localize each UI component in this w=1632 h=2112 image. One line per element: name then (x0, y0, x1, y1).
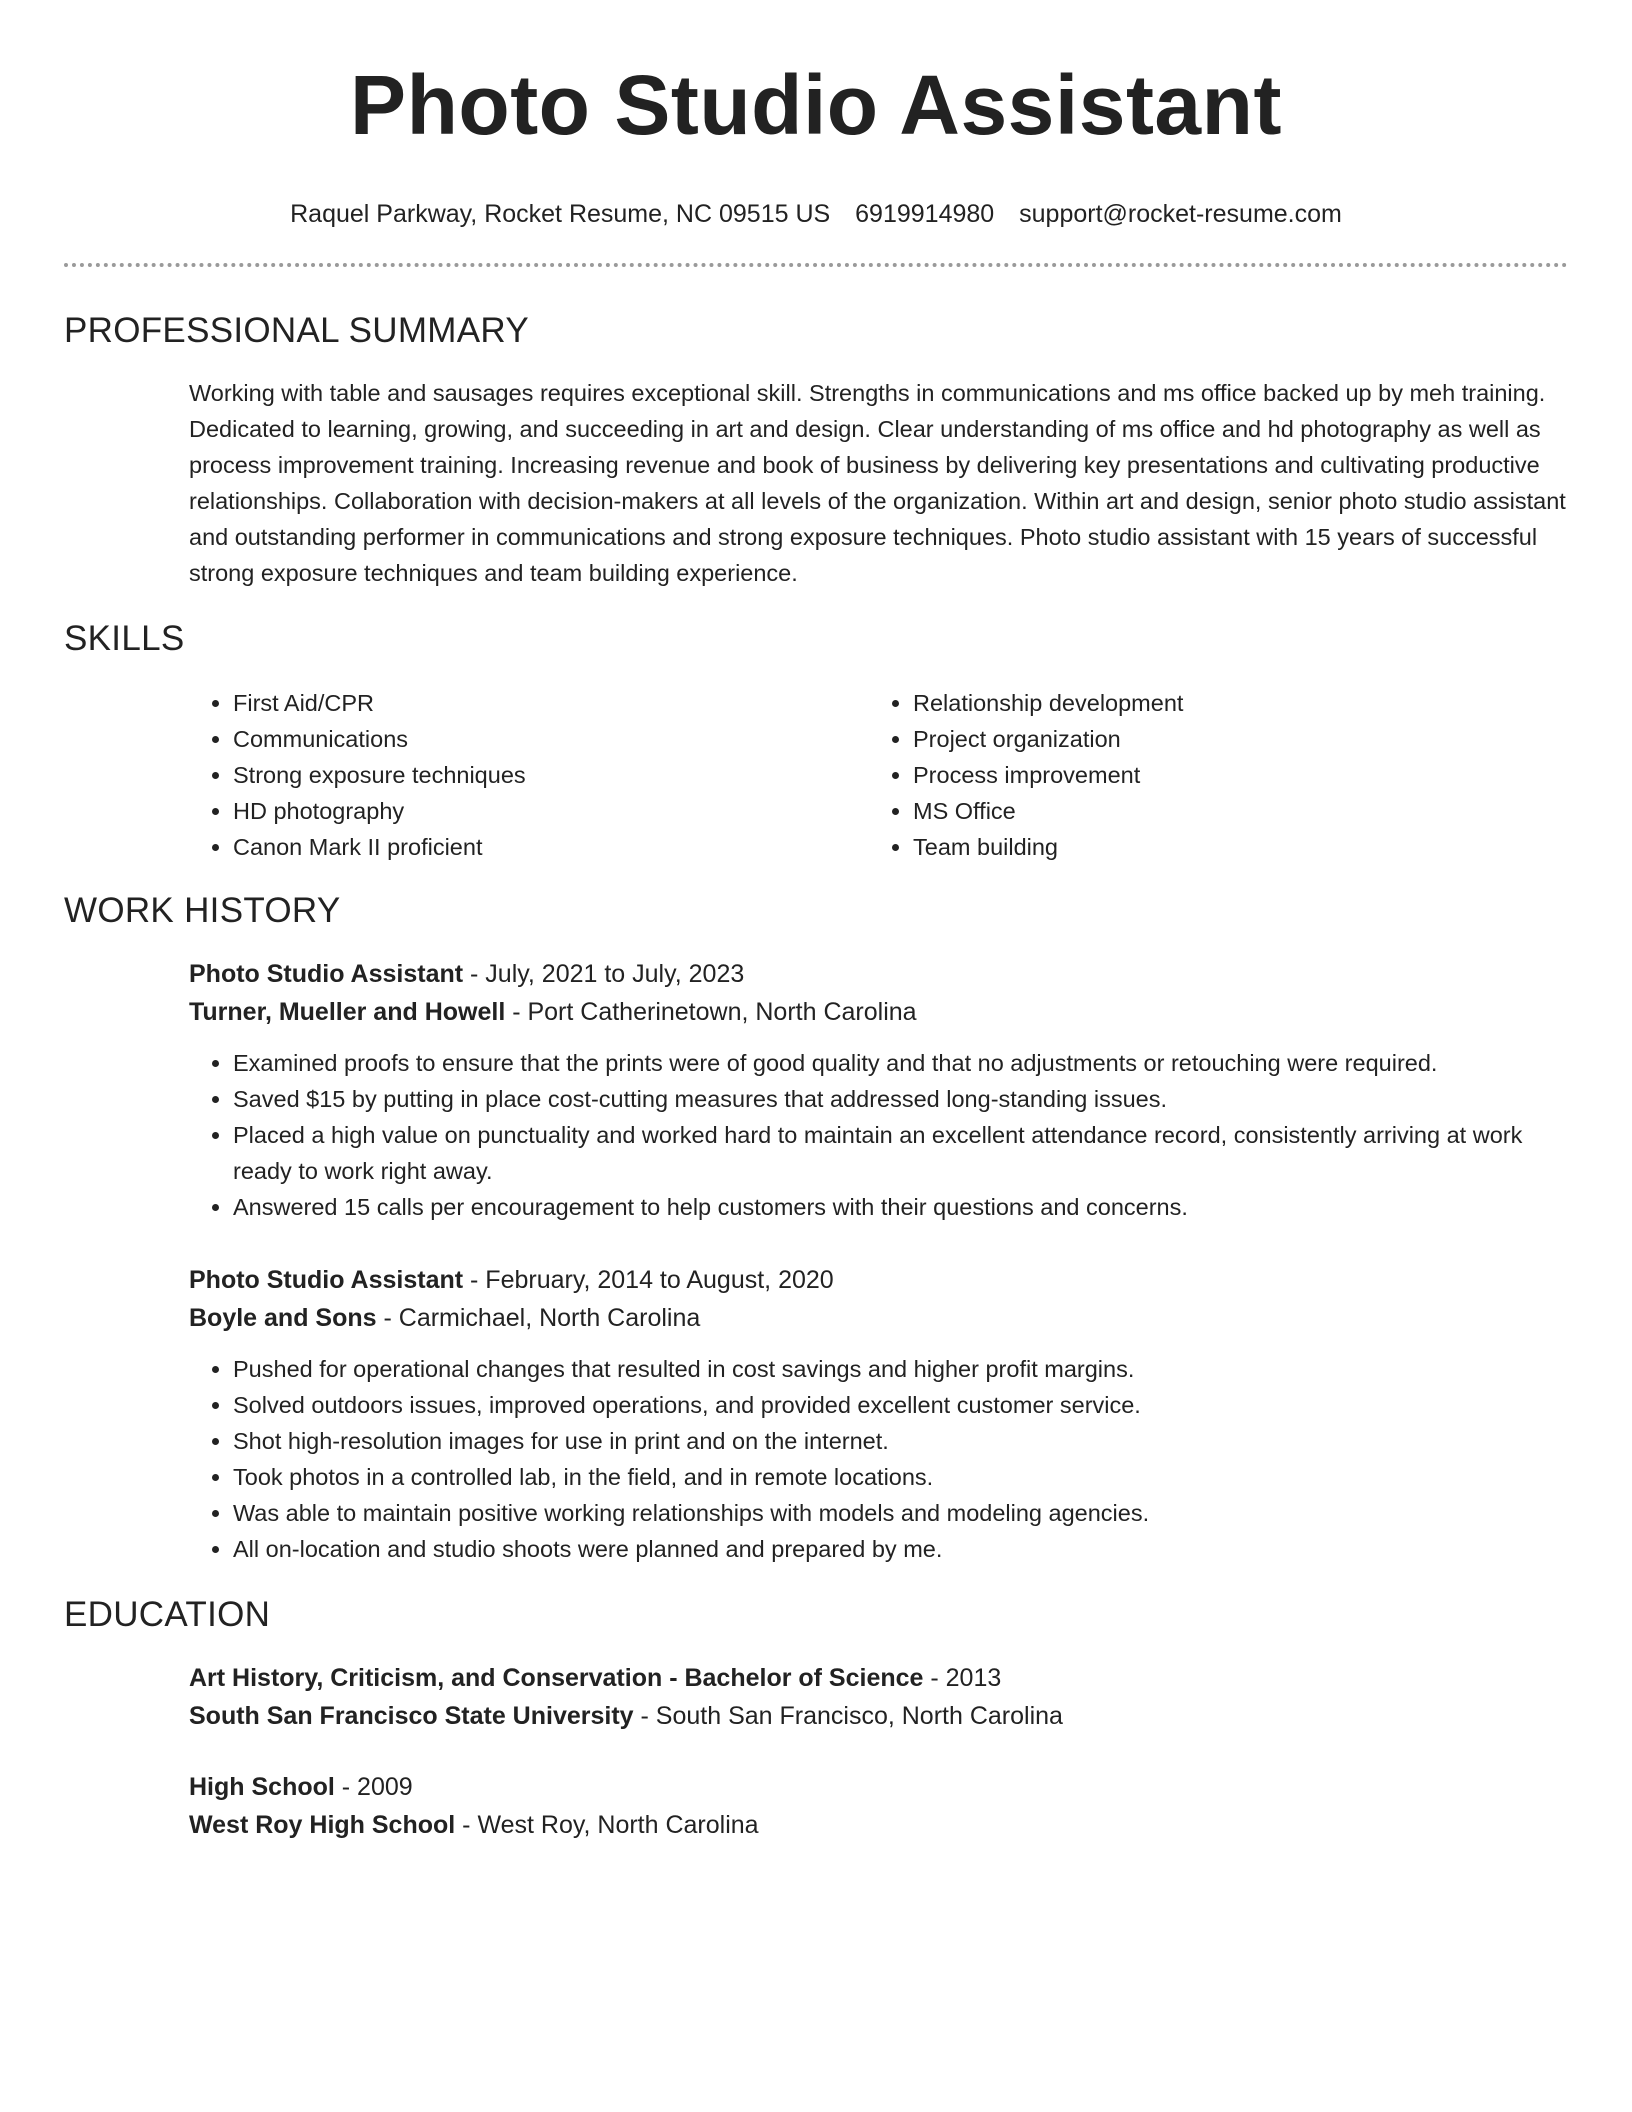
job-role-line (189, 955, 1568, 993)
job-location: - Carmichael, North Carolina (376, 1304, 701, 1332)
education-entry (189, 1768, 1568, 1844)
contact-email: support@rocket-resume.com (1019, 200, 1342, 228)
education-year: - 2013 (923, 1664, 1002, 1692)
job-bullet: • Took photos in a controlled lab, in the field, and in remote locations. (233, 1459, 1568, 1495)
job-bullet: • Solved outdoors issues, improved operations, and provided excellent customer service. (233, 1387, 1568, 1423)
section-title-education: EDUCATION (64, 1595, 271, 1634)
job-bullet: • Saved $15 by putting in place cost-cutting measures that addressed long-standing issues. (233, 1081, 1568, 1117)
contact-line (64, 199, 1568, 229)
education-degree-line (189, 1768, 1568, 1806)
education-location: - West Roy, North Carolina (455, 1811, 759, 1839)
education-degree: High School (189, 1773, 335, 1801)
job-dates: - February, 2014 to August, 2020 (463, 1266, 834, 1294)
job-entry (189, 1261, 1568, 1567)
job-dates: - July, 2021 to July, 2023 (463, 960, 745, 988)
skill-item: • Process improvement (913, 757, 1183, 793)
job-bullet: • Pushed for operational changes that resulted in cost savings and higher profit margins. (233, 1351, 1568, 1387)
skill-item: • Project organization (913, 721, 1183, 757)
job-bullet: • All on-location and studio shoots were planned and prepared by me. (233, 1531, 1568, 1567)
skill-item: • MS Office (913, 793, 1183, 829)
skill-item: • Strong exposure techniques (233, 757, 869, 793)
job-role-line (189, 1261, 1568, 1299)
education-school: West Roy High School (189, 1811, 456, 1839)
skill-item: • HD photography (233, 793, 869, 829)
job-company-line (189, 1299, 1568, 1337)
skill-item: • Canon Mark II proficient (233, 829, 869, 865)
skill-item: • Communications (233, 721, 869, 757)
skills-column-left (189, 685, 869, 865)
job-company: Turner, Mueller and Howell (189, 998, 506, 1026)
skill-item: • Team building (913, 829, 1183, 865)
header-divider (64, 263, 1568, 267)
job-bullets (189, 1045, 1568, 1225)
education-location: - South San Francisco, North Carolina (633, 1702, 1063, 1730)
job-bullet: • Placed a high value on punctuality and worked hard to maintain an excellent attendance record, consistently arriving at work ready to work right away. (233, 1117, 1568, 1189)
section-title-skills: SKILLS (64, 619, 185, 658)
resume-name: Photo Studio Assistant (350, 58, 1282, 152)
contact-phone: 6919914980 (855, 200, 995, 228)
job-role: Photo Studio Assistant (189, 1266, 464, 1294)
section-title-work: WORK HISTORY (64, 891, 341, 930)
contact-address: Raquel Parkway, Rocket Resume, NC 09515 US (290, 200, 831, 228)
skill-item: • Relationship development (913, 685, 1183, 721)
skill-item: • First Aid/CPR (233, 685, 869, 721)
job-bullet: • Answered 15 calls per encouragement to help customers with their questions and concerns. (233, 1189, 1568, 1225)
job-bullet: • Examined proofs to ensure that the prints were of good quality and that no adjustments or retouching were required. (233, 1045, 1568, 1081)
job-company-line (189, 993, 1568, 1031)
skills-list (189, 685, 1568, 865)
job-location: - Port Catherinetown, North Carolina (505, 998, 917, 1026)
job-entry (189, 955, 1568, 1225)
education-year: - 2009 (334, 1773, 413, 1801)
skills-column-right (869, 685, 1183, 865)
section-title-summary: PROFESSIONAL SUMMARY (64, 311, 529, 350)
job-bullet: • Was able to maintain positive working relationships with models and modeling agencies. (233, 1495, 1568, 1531)
job-bullets (189, 1351, 1568, 1567)
job-bullet: • Shot high-resolution images for use in print and on the internet. (233, 1423, 1568, 1459)
education-degree: Art History, Criticism, and Conservation - Bachelor of Science (189, 1664, 924, 1692)
education-entry (189, 1659, 1568, 1735)
summary-text: Working with table and sausages requires exceptional skill. Strengths in communications and ms office backed up by meh training. Dedicated to learning, growing, and succeeding in art and design. Clear understanding of ms office and hd photography as well as process improvement training. Increasing revenue and book of business by delivering key presentations and cultivating productive relationships. Collaboration with decision-makers at all levels of the organization. Within art and design, senior photo studio assistant and outstanding performer in communications and strong exposure techniques. Photo studio assistant with 15 years of successful strong exposure techniques and team building experience. (189, 380, 1566, 586)
education-school-line (189, 1697, 1568, 1735)
job-role: Photo Studio Assistant (189, 960, 464, 988)
job-company: Boyle and Sons (189, 1304, 377, 1332)
education-school-line (189, 1806, 1568, 1844)
education-degree-line (189, 1659, 1568, 1697)
education-school: South San Francisco State University (189, 1702, 634, 1730)
